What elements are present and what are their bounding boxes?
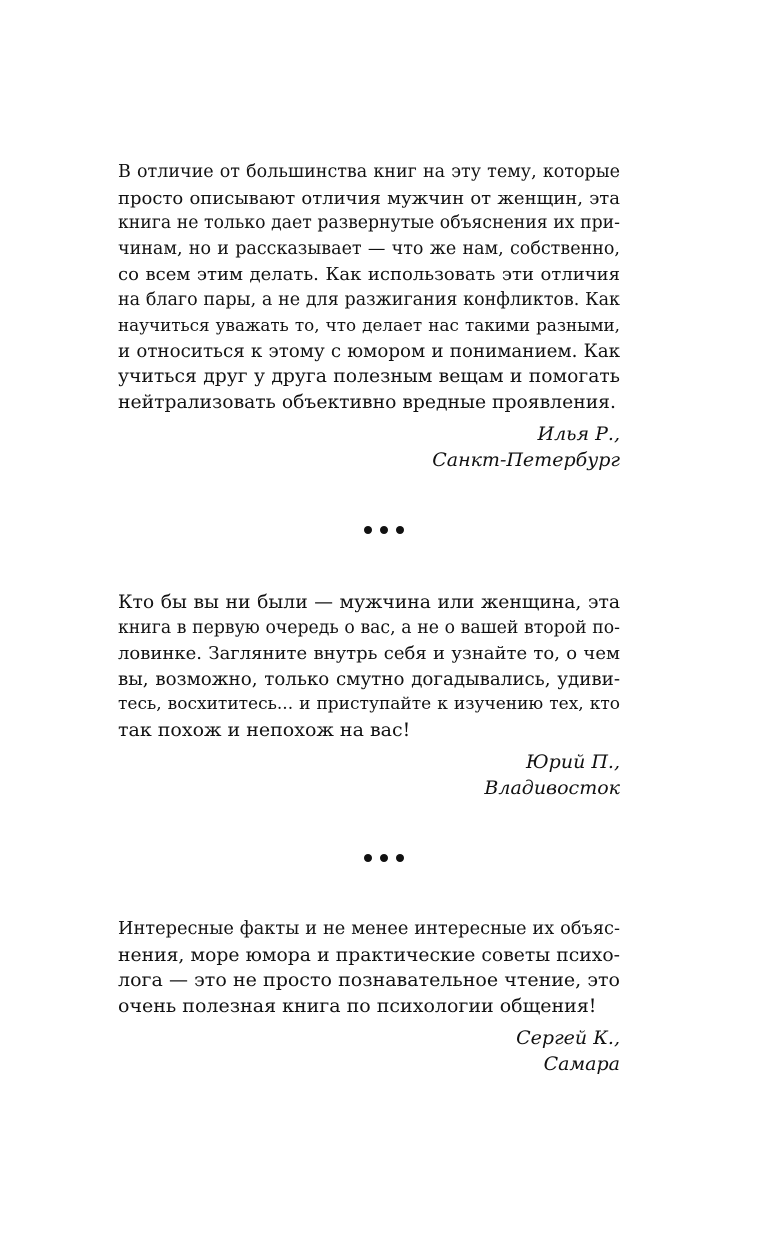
review-author: Сергей К., xyxy=(516,1027,620,1049)
review-line: книга не только дает развернутые объяснения их при- xyxy=(118,213,620,233)
review-2-signature xyxy=(118,749,620,801)
divider-dot xyxy=(364,854,372,862)
review-author: Илья Р., xyxy=(537,423,620,445)
review-3-signature xyxy=(118,1025,620,1077)
review-line: нейтрализовать объективно вредные проявления. xyxy=(118,391,616,413)
review-line: нения, море юмора и практические советы психо- xyxy=(118,944,620,966)
review-line: Кто бы вы ни были — мужчина или женщина, эта xyxy=(118,592,620,613)
section-divider-1 xyxy=(0,524,768,538)
review-3 xyxy=(118,917,620,1077)
divider-dot xyxy=(380,526,388,534)
review-line: со всем этим делать. Как использовать эти отличия xyxy=(118,264,620,285)
review-city: Санкт-Петербург xyxy=(432,449,620,471)
review-1 xyxy=(118,160,620,473)
review-2 xyxy=(118,590,620,801)
review-line: лога — это не просто познавательное чтение, это xyxy=(118,969,620,991)
review-line: так похож и непохож на вас! xyxy=(118,718,411,741)
divider-dot xyxy=(380,854,388,862)
review-line: очень полезная книга по психологии общения! xyxy=(118,994,597,1017)
review-line: Интересные факты и не менее интересные их объяс- xyxy=(118,919,620,939)
review-line: ловинке. Загляните внутрь себя и узнайте то, о чем xyxy=(118,643,620,664)
review-1-text xyxy=(118,160,620,415)
divider-dot xyxy=(396,854,404,862)
review-author: Юрий П., xyxy=(526,751,620,773)
review-city: Владивосток xyxy=(484,777,620,799)
review-line: просто описывают отличия мужчин от женщин, эта xyxy=(118,187,620,209)
review-line: тесь, восхититесь... и приступайте к изучению тех, кто xyxy=(118,694,620,714)
review-line: учиться друг у друга полезным вещам и помогать xyxy=(118,366,620,387)
review-line: чинам, но и рассказывает — что же нам, собственно, xyxy=(118,238,620,259)
review-line: и относиться к этому с юмором и пониманием. Как xyxy=(118,340,620,362)
review-3-text xyxy=(118,917,620,1019)
review-line: на благо пары, а не для разжигания конфликтов. Как xyxy=(118,289,620,310)
review-city: Самара xyxy=(543,1053,620,1075)
section-divider-2 xyxy=(0,852,768,866)
review-1-signature xyxy=(118,421,620,473)
review-line: научиться уважать то, что делает нас такими разными, xyxy=(118,315,620,335)
review-line: книга в первую очередь о вас, а не о вашей второй по- xyxy=(118,617,620,638)
divider-dot xyxy=(396,526,404,534)
review-line: В отличие от большинства книг на эту тему, которые xyxy=(118,162,620,182)
review-line: вы, возможно, только смутно догадывались, удиви- xyxy=(118,668,620,690)
review-2-text xyxy=(118,590,620,743)
divider-dot xyxy=(364,526,372,534)
